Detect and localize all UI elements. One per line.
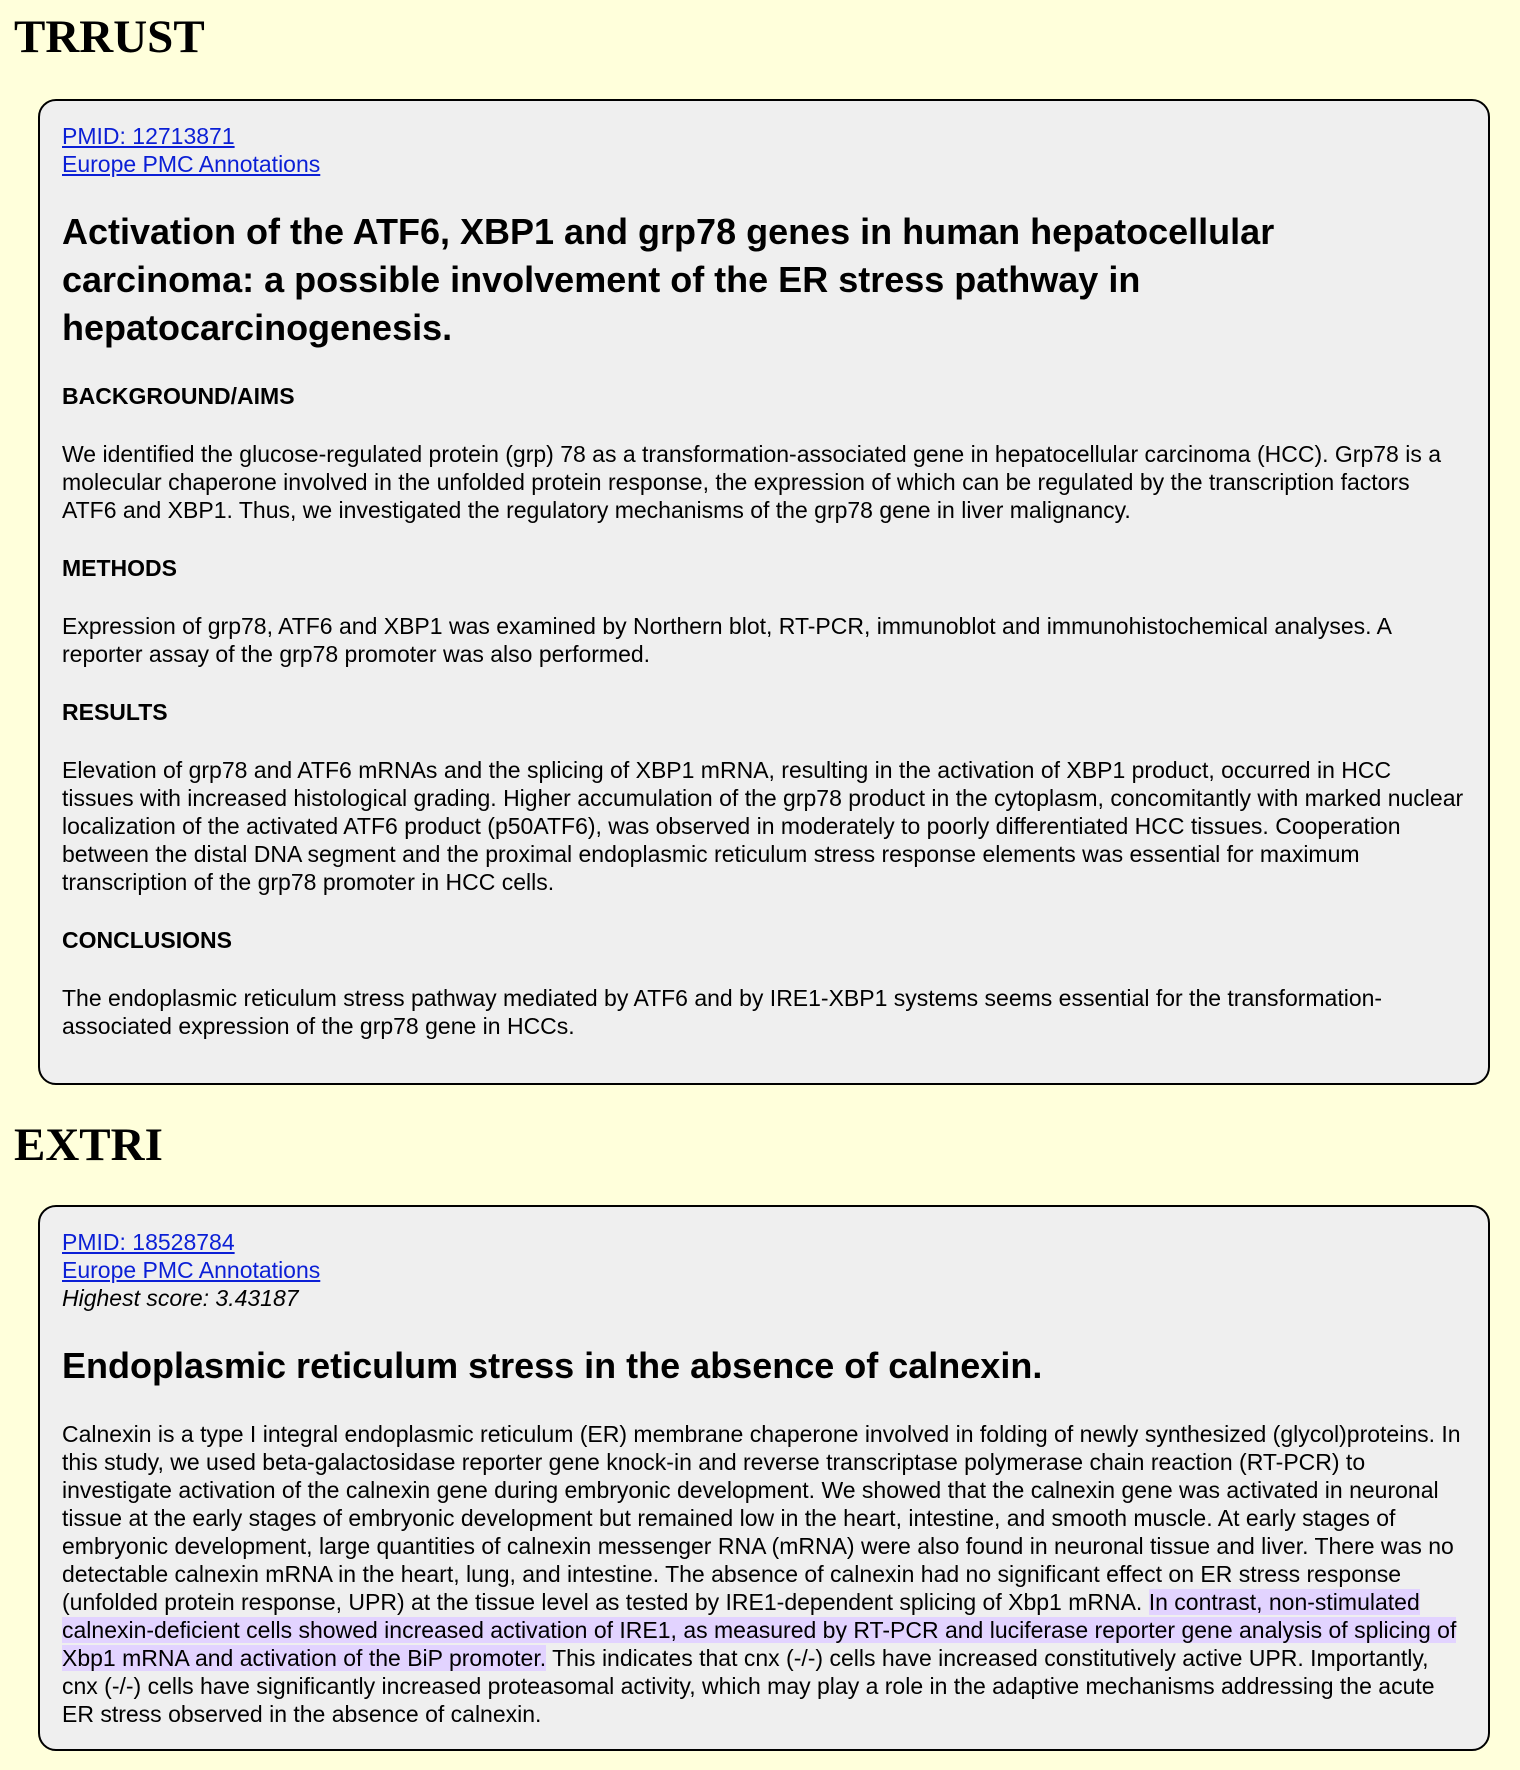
abstract-highlight: In contrast, non-stimulated calnexin-deficient cells showed increased activation of IRE1, as measured by RT-PCR and luciferase reporter gene analysis of splicing of Xbp1 mRNA and activation of the BiP promoter.	[62, 1589, 1457, 1671]
pmid-link[interactable]: PMID: 18528784	[62, 1229, 235, 1255]
paper-title: Endoplasmic reticulum stress in the absence of calnexin.	[62, 1345, 1043, 1386]
abstract-heading-background: BACKGROUND/AIMS	[62, 383, 295, 409]
pmid-link[interactable]: PMID: 12713871	[62, 123, 235, 149]
abstract-text-before: Calnexin is a type I integral endoplasmic reticulum (ER) membrane chaperone involved in folding of newly synthesized (glycol)proteins. In this study, we used beta-galactosidase reporter gene knock-in and reverse transcriptase polymerase chain reaction (RT-PCR) to investigate activation of the calnexin gene during embryonic development. We showed that the calnexin gene was activated in neuronal tissue at the early stages of embryonic development but remained low in the heart, intestine, and smooth muscle. At early stages of embryonic development, large quantities of calnexin messenger RNA (mRNA) were also found in neuronal tissue and liver. There was no detectable calnexin mRNA in the heart, lung, and intestine. The absence of calnexin had no significant effect on ER stress response (unfolded protein response, UPR) at the tissue level as tested by IRE1-dependent splicing of Xbp1 mRNA.	[62, 1421, 1461, 1615]
abstract-heading-methods: METHODS	[62, 555, 177, 581]
highest-score: Highest score: 3.43187	[62, 1285, 299, 1311]
article-card-extri	[38, 1205, 1490, 1751]
abstract-text-background: We identified the glucose-regulated protein (grp) 78 as a transformation-associated gene in hepatocellular carcinoma (HCC). Grp78 is a molecular chaperone involved in the unfolded protein response, the expression of which can be regulated by the transcription factors ATF6 and XBP1. Thus, we investigated the regulatory mechanisms of the grp78 gene in liver malignancy.	[62, 441, 1442, 523]
abstract-heading-results: RESULTS	[62, 699, 168, 725]
europe-pmc-annotations-link[interactable]: Europe PMC Annotations	[62, 151, 321, 177]
abstract-text-conclusions: The endoplasmic reticulum stress pathway mediated by ATF6 and by IRE1-XBP1 systems seems essential for the transformation-associated expression of the grp78 gene in HCCs.	[62, 985, 1383, 1039]
paper-title: Activation of the ATF6, XBP1 and grp78 genes in human hepatocellular carcinoma: a possible involvement of the ER stress pathway in hepatocarcinogenesis.	[62, 211, 1275, 348]
abstract-heading-conclusions: CONCLUSIONS	[62, 927, 232, 953]
abstract-text-after: This indicates that cnx (-/-) cells have increased constitutively active UPR. Importantly, cnx (-/-) cells have significantly increased proteasomal activity, which may play a role in the adaptive mechanisms addressing the acute ER stress observed in the absence of calnexin.	[62, 1645, 1435, 1727]
abstract-text	[62, 1420, 1466, 1728]
abstract-text-methods: Expression of grp78, ATF6 and XBP1 was examined by Northern blot, RT-PCR, immunoblot and immunohistochemical analyses. A reporter assay of the grp78 promoter was also performed.	[62, 613, 1391, 667]
abstract-text-results: Elevation of grp78 and ATF6 mRNAs and the splicing of XBP1 mRNA, resulting in the activation of XBP1 product, occurred in HCC tissues with increased histological grading. Higher accumulation of the grp78 product in the cytoplasm, concomitantly with marked nuclear localization of the activated ATF6 product (p50ATF6), was observed in moderately to poorly differentiated HCC tissues. Cooperation between the distal DNA segment and the proximal endoplasmic reticulum stress response elements was essential for maximum transcription of the grp78 promoter in HCC cells.	[62, 757, 1464, 895]
europe-pmc-annotations-link[interactable]: Europe PMC Annotations	[62, 1257, 321, 1283]
section-title-trrust: TRRUST	[14, 11, 205, 63]
article-card-trrust	[38, 99, 1490, 1085]
section-title-extri: EXTRI	[14, 1119, 163, 1171]
